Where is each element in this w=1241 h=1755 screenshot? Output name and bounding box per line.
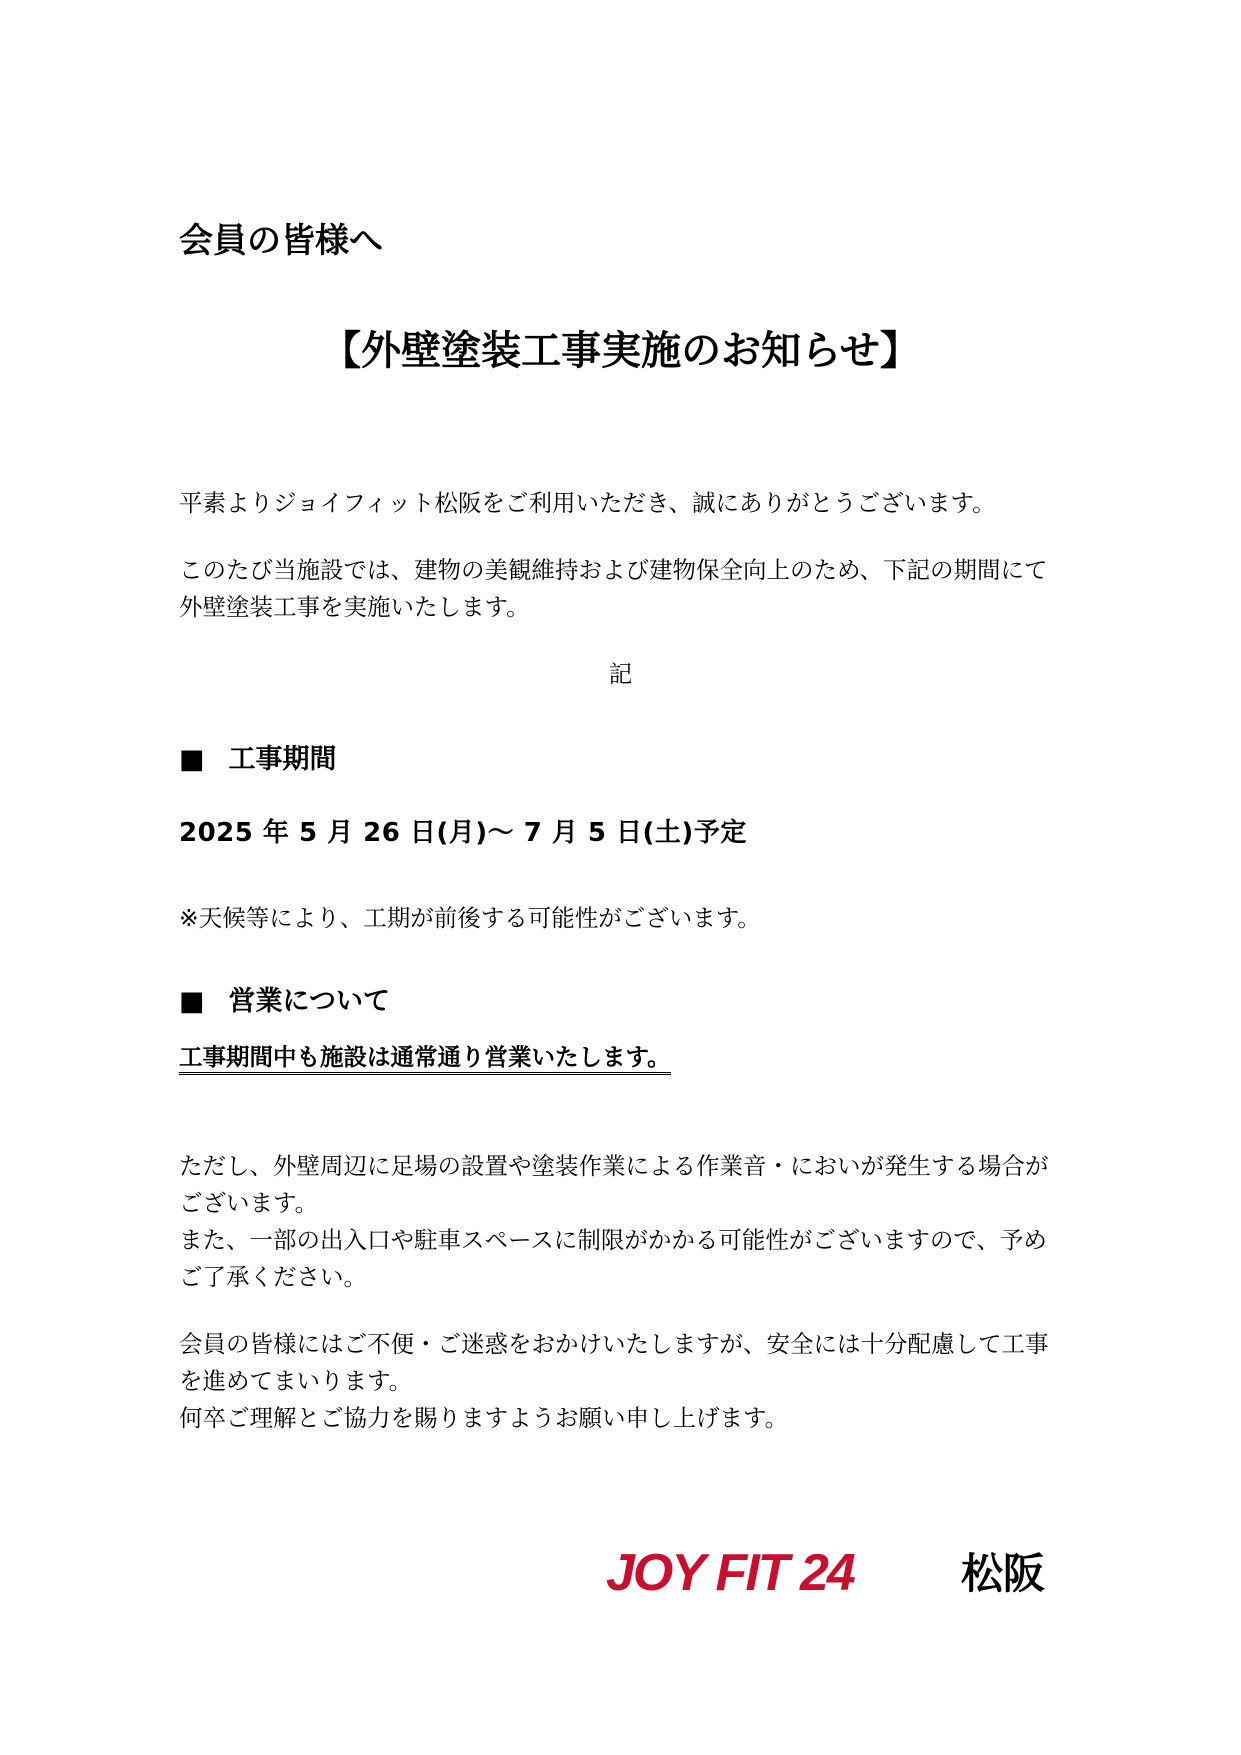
weather-note: ※天候等により、工期が前後する可能性がございます。 — [179, 904, 761, 932]
section-heading-business — [179, 986, 390, 1018]
details-line-1: ただし、外壁周辺に足場の設置や塗装作業による作業音・においが発生する場合が — [179, 1152, 1049, 1180]
section-heading-period — [179, 744, 337, 776]
square-bullet-icon: ■ — [179, 986, 205, 1017]
intro-line-3: 外壁塗装工事を実施いたします。 — [179, 593, 530, 621]
closing-line-3: 何卒ご理解とご協力を賜りますようお願い申し上げます。 — [179, 1404, 789, 1432]
logo-brand-text: JOY FIT 24 — [606, 1544, 854, 1602]
closing-line-1: 会員の皆様にはご不便・ご迷惑をおかけいたしますが、安全には十分配慮して工事 — [179, 1330, 1049, 1358]
ki-marker: 記 — [608, 660, 633, 688]
closing-line-2: を進めてまいります。 — [179, 1367, 413, 1395]
square-bullet-icon: ■ — [179, 744, 205, 775]
page-title: 【外壁塗装工事実施のお知らせ】 — [321, 328, 920, 374]
joyfit-logo — [604, 1542, 1064, 1602]
section-heading-business-label: 営業について — [228, 986, 390, 1017]
logo-store-text: 松阪 — [961, 1549, 1046, 1598]
construction-period-dates: 2025 年 5 月 26 日(月)～ 7 月 5 日(土)予定 — [179, 818, 747, 848]
intro-line-1: 平素よりジョイフィット松阪をご利用いただき、誠にありがとうございます。 — [179, 489, 996, 517]
intro-line-2: このたび当施設では、建物の美観維持および建物保全向上のため、下記の期間にて — [179, 556, 1048, 584]
details-line-3: また、一部の出入口や駐車スペースに制限がかかる可能性がございますので、予め — [179, 1226, 1047, 1254]
details-line-2: ございます。 — [179, 1189, 319, 1217]
joyfit-logo-graphic — [604, 1542, 1064, 1602]
greeting: 会員の皆様へ — [179, 221, 383, 261]
details-line-4: ご了承ください。 — [179, 1263, 367, 1291]
section-heading-period-label: 工事期間 — [228, 744, 337, 775]
business-as-usual-notice: 工事期間中も施設は通常通り営業いたします。 — [179, 1043, 671, 1075]
